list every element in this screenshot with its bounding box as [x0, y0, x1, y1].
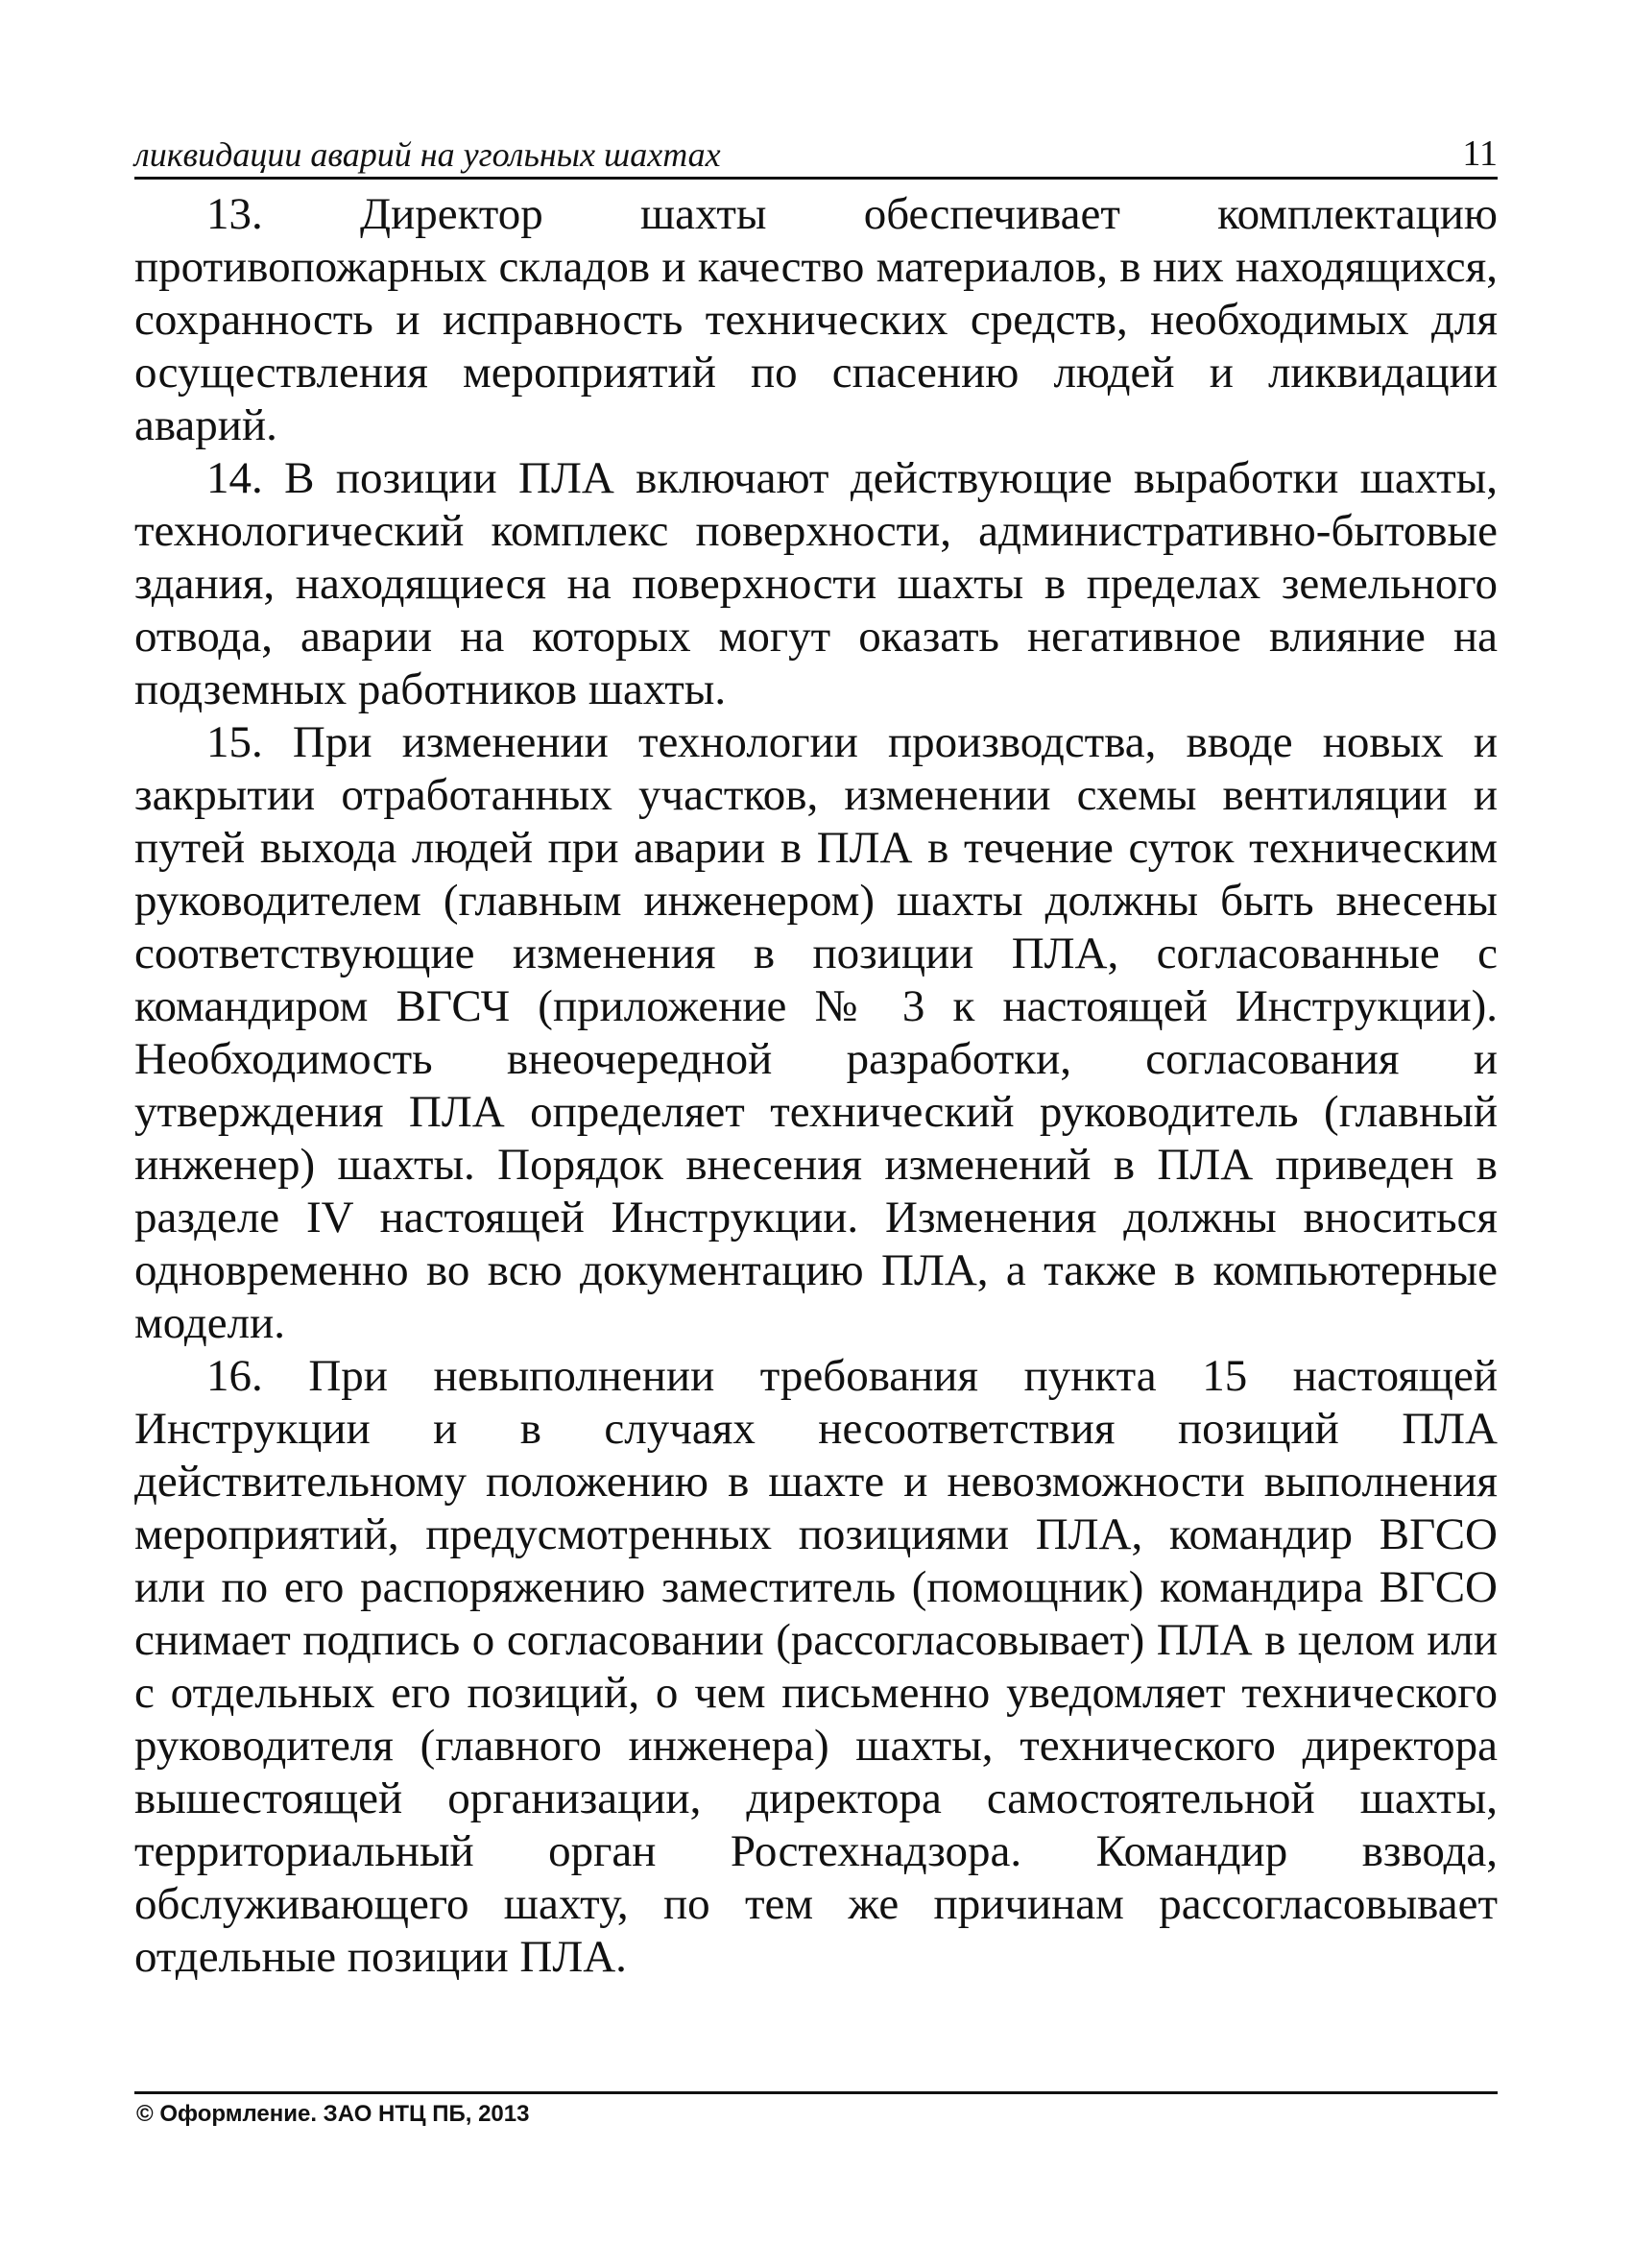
paragraph-13: 13. Директор шахты обеспечивает комплектацию противопожарных складов и качество материалов, в них находящихся, сохранность и исправность технических средств, необходимых для осуществления мероприятий по спасению людей и ликвидации аварий.: [134, 189, 1498, 450]
footer-rule: [134, 2091, 1498, 2094]
paragraph-14: 14. В позиции ПЛА включают действующие выработки шахты, технологический комплекс поверхности, административно-бытовые здания, находящиеся на поверхности шахты в пределах земельного отвода, аварии на которых могут оказать негативное влияние на подземных работников шахты.: [134, 453, 1498, 714]
body-text: [134, 188, 1498, 1984]
page-header: [134, 123, 1498, 180]
paragraph-15: 15. При изменении технологии производства, вводе новых и закрытии отработанных участков, изменении схемы вентиляции и путей выхода людей при аварии в ПЛА в течение суток техническим руководителем (главным инженером) шахты должны быть внесены соответствующие изменения в позиции ПЛА, согласованные с командиром ВГСЧ (приложение № 3 к настоящей Инструкции). Необходимость внеочередной разработки, согласования и утверждения ПЛА определяет технический руководитель (главный инженер) шахты. Порядок внесения изменений в ПЛА приведен в разделе IV настоящей Инструкции. Изменения должны вноситься одновременно во всю документацию ПЛА, а также в компьютерные модели.: [134, 717, 1498, 1348]
copyright-notice: © Оформление. ЗАО НТЦ ПБ, 2013: [136, 2101, 530, 2127]
running-title: ликвидации аварий на угольных шахтах: [134, 135, 721, 174]
page-number: 11: [1462, 133, 1498, 174]
paragraph-16: 16. При невыполнении требования пункта 15 настоящей Инструкции и в случаях несоответствия позиций ПЛА действительному положению в шахте и невозможности выполнения мероприятий, предусмотренных позициями ПЛА, командир ВГСО или по его распоряжению заместитель (помощник) командира ВГСО снимает подпись о согласовании (рассогласовывает) ПЛА в целом или с отдельных его позиций, о чем письменно уведомляет технического руководителя (главного инженера) шахты, технического директора вышестоящей организации, директора самостоятельной шахты, территориальный орган Ростехнадзора. Командир взвода, обслуживающего шахту, по тем же причинам рассогласовывает отдельные позиции ПЛА.: [134, 1351, 1498, 1982]
